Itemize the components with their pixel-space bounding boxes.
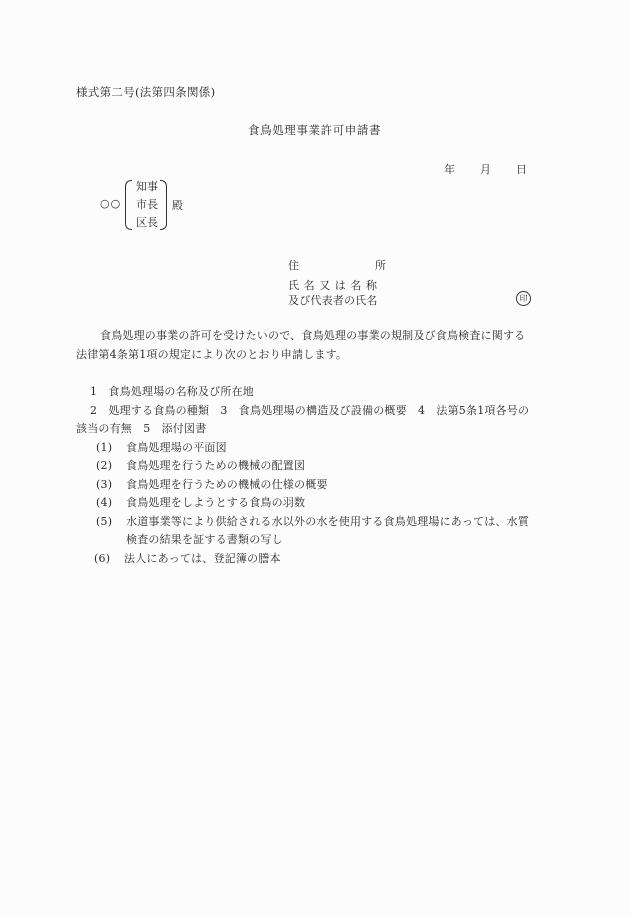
addressee-title-governor: 知事 [136, 180, 158, 193]
attachment-number: (2) [96, 459, 113, 472]
attachment-number: (6) [94, 551, 111, 565]
attachment-number: (5) [96, 514, 113, 528]
address-label-left: 住 [288, 259, 299, 272]
attachment-item [76, 439, 566, 458]
attachment-continuation: 検査の結果を証する書類の写し [126, 533, 283, 546]
form-number: 様式第二号(法第四条関係) [76, 85, 216, 99]
attachment-item [76, 550, 566, 569]
item-2-line-1: 2 処理する食鳥の種類 3 食鳥処理場の構造及び設備の概要 4 法第5条1項各号の [90, 403, 530, 417]
statement-line-1: 食鳥処理の事業の許可を受けたいので、食鳥処理の事業の規制及び食鳥検査に関する [100, 329, 526, 342]
statement-line-2: 法律第4条第1項の規定により次のとおり申請します。 [76, 348, 348, 361]
attachment-text: 食鳥処理をしようとする食鳥の羽数 [126, 496, 306, 509]
attachment-text: 水道事業等により供給される水以外の水を使用する食鳥処理場にあっては、水質 [126, 514, 530, 528]
address-label [288, 258, 388, 273]
seal-icon: 印 [516, 291, 531, 306]
document-title: 食鳥処理事業許可申請書 [248, 123, 382, 137]
date-month-label: 月 [480, 163, 491, 176]
representative-label: 及び代表者の氏名 [288, 294, 378, 307]
application-statement [76, 326, 556, 364]
attachment-item [76, 476, 566, 495]
attachment-number: (3) [96, 477, 113, 491]
items-list [76, 383, 566, 568]
date-day-label: 日 [516, 163, 527, 176]
applicant-block [288, 258, 388, 308]
name-label: 氏名又は名称 [288, 279, 382, 292]
address-label-right: 所 [375, 259, 386, 272]
item-2-line-2: 該当の有無 5 添付図書 [76, 422, 207, 435]
date-year-label: 年 [444, 163, 455, 176]
addressee-title-ward-mayor: 区長 [136, 216, 158, 229]
attachment-number: (4) [96, 496, 113, 509]
attachment-text: 食鳥処理場の平面図 [126, 440, 227, 454]
addressee-placeholder: ○○ [100, 197, 122, 210]
addressee-block [100, 178, 220, 230]
addressee-title-mayor: 市長 [136, 198, 158, 211]
item-1: 1 食鳥処理場の名称及び所在地 [90, 385, 254, 398]
attachment-item [76, 513, 566, 532]
attachment-item [76, 457, 566, 476]
attachment-text: 食鳥処理を行うための機械の配置図 [126, 459, 306, 472]
attachment-text: 食鳥処理を行うための機械の仕様の概要 [126, 477, 328, 491]
addressee-honorific: 殿 [172, 199, 183, 212]
attachment-number: (1) [96, 440, 113, 454]
addressee-titles [136, 178, 158, 232]
attachment-item [76, 494, 566, 513]
right-brace-icon [160, 180, 167, 230]
left-brace-icon [125, 180, 132, 230]
attachment-text: 法人にあっては、登記簿の謄本 [124, 551, 281, 565]
